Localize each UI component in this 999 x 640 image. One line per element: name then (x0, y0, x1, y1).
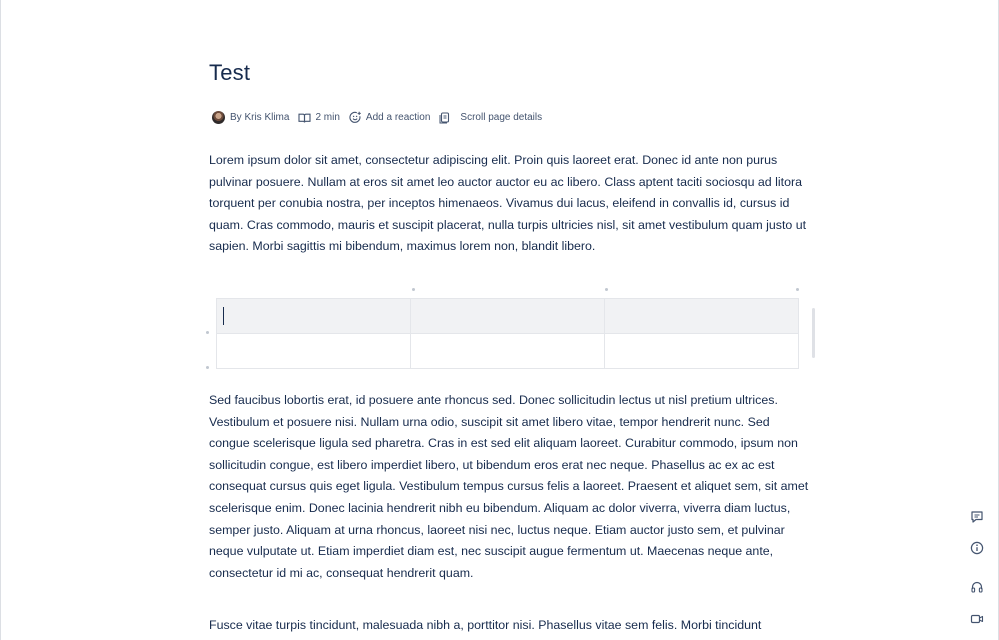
column-handle[interactable] (796, 288, 799, 291)
table-cell[interactable] (411, 299, 605, 334)
table-cell[interactable] (411, 334, 605, 369)
table-cell[interactable] (217, 299, 411, 334)
table-container (216, 298, 799, 368)
author-name: By Kris Klima (230, 112, 290, 123)
column-handle[interactable] (605, 288, 608, 291)
add-reaction-label: Add a reaction (365, 112, 431, 123)
emoji-add-icon (349, 111, 362, 124)
avatar (212, 111, 225, 124)
paragraph-3: Fusce vitae turpis tincidunt, malesuada nibh a, porttitor nisi. Phasellus vitae sem felis. Morbi tincidunt (209, 618, 762, 632)
read-time (298, 112, 339, 124)
comments-button[interactable] (962, 502, 992, 532)
byline (212, 111, 551, 124)
row-handle[interactable] (206, 331, 209, 334)
table-header-row (217, 299, 799, 334)
table-cell[interactable] (605, 299, 799, 334)
data-table (216, 298, 799, 369)
table-cell[interactable] (217, 334, 411, 369)
video-icon (970, 612, 984, 626)
page-details-icon (439, 112, 452, 124)
add-reaction-button[interactable] (349, 111, 431, 124)
details-button[interactable] (962, 533, 992, 563)
table-cell[interactable] (605, 334, 799, 369)
page-details-button[interactable] (439, 112, 542, 124)
column-handle[interactable] (412, 288, 415, 291)
text-cursor (223, 307, 224, 325)
audio-icon (970, 580, 984, 594)
info-icon (970, 541, 984, 555)
paragraph-2: Sed faucibus lobortis erat, id posuere ante rhoncus sed. Donec sollicitudin lectus ut nisl pretium ultrices. Vestibulum et posuere nisi. Nullam urna odio, suscipit sit amet libero vitae, tempor hendrerit nunc. Sed congue scelerisque ligula sed pharetra. Cras in est sed elit aliquam laoreet. Curabitur commodo, ipsum non sollicitudin congue, est libero imperdiet libero, ut bibendum eros erat nec neque. Phasellus ac ex ac est consequat cursus quis eget ligula. Vestibulum tempus cursus felis a laoreet. Praesent et aliquet sem, sit amet scelerisque enim. Donec lacinia hendrerit nibh eu bibendum. Aliquam ac dolor viverra, viverra diam luctus, semper justo. Aliquam at urna rhoncus, laoreet nisi nec, luctus neque. Etiam auctor justo sem, et pulvinar neque vulputate ut. Etiam imperdiet diam est, nec suscipit augue fermentum ut. Maecenas neque ante, consectetur id mi ac, consequat hendrerit quam. (209, 393, 809, 580)
video-button[interactable] (962, 604, 992, 634)
page-title: Test (209, 60, 251, 85)
paragraph-1: Lorem ipsum dolor sit amet, consectetur adipiscing elit. Proin quis laoreet erat. Donec id ante non purus pulvinar posuere. Nullam at eros sit amet leo auctor auctor eu ac libero. Class aptent taciti sociosqu ad litora torquent per conubia nostra, per inceptos himenaeos. Vivamus dui lacus, eleifend in convallis id, cursus id quam. Cras commodo, mauris et suscipit placerat, nulla turpis ultricies nisl, sit amet vestibulum quam justo ut sapien. Morbi sagittis mi bibendum, maximus lorem non, blandit libero. (209, 153, 807, 254)
audio-button[interactable] (962, 572, 992, 602)
comment-icon (970, 510, 984, 524)
page-details-label: Scroll page details (460, 112, 543, 123)
author-link[interactable] (212, 111, 289, 124)
row-handle[interactable] (206, 366, 209, 369)
read-time-label: 2 min (315, 112, 340, 123)
table-row (217, 334, 799, 369)
table-scroll-handle[interactable] (812, 308, 815, 358)
book-icon (298, 112, 311, 124)
